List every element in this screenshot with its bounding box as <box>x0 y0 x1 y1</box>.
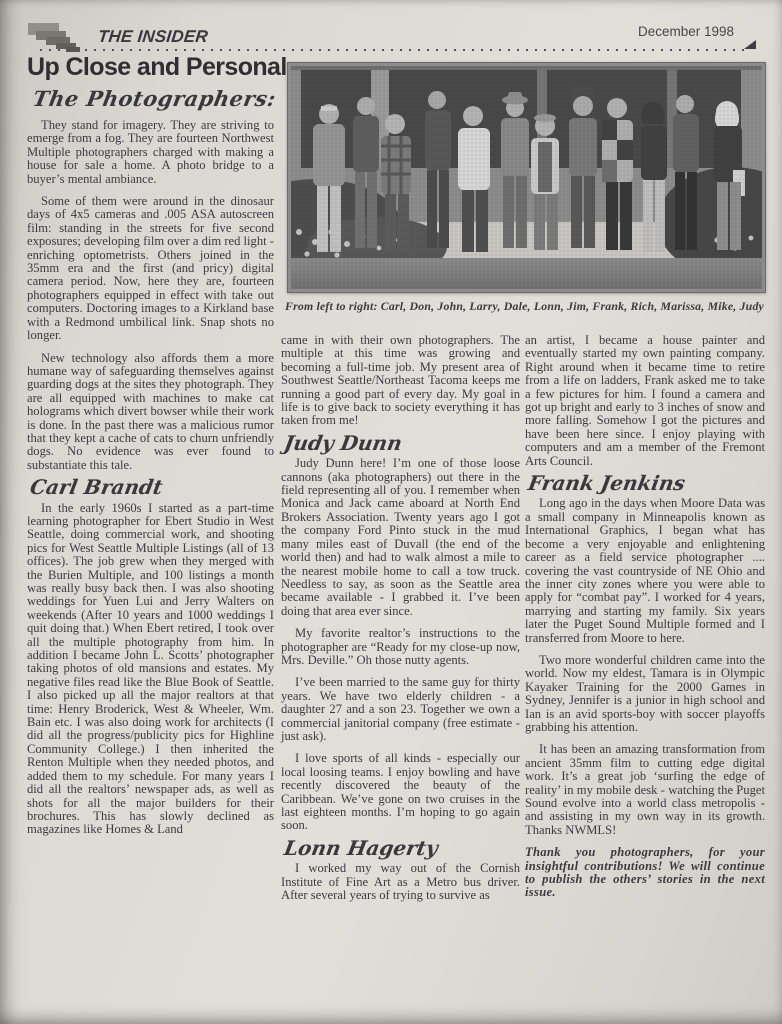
photo-caption: From left to right: Carl, Don, John, Larry, Dale, Lonn, Jim, Frank, Rich, Marissa, Mike, Judy <box>285 299 764 313</box>
body-paragraph: an artist, I became a house painter and eventually started my own painting company. Right around when it became time to retire from a life on ladders, Frank asked me to take a few pictures for him. I found a camera and got up bright and early to 3 inches of snow and more falling. Somehow I got the pictures and have been here since. I enjoy playing with computers and am a member of the Fremont Arts Council. <box>525 333 765 468</box>
column-3 <box>525 334 765 909</box>
issue-date: December 1998 <box>638 24 735 39</box>
body-paragraph: Long ago in the days when Moore Data was a small company in Minneapolis known as International Graphics, I began what has become a very enjoyable and enlightening career as a field service photographer .... covering the vast countryside of NE Ohio and the inner city zones where you were able to apply for “combat pay”. I worked for 4 years, marrying and starting my family. Six years later the Puget Sound Multiple formed and I transferred from Moore to here. <box>525 496 765 645</box>
body-paragraph: In the early 1960s I started as a part-time learning photographer for Ebert Studio in West Seattle, doing commercial work, and shooting pics for West Seattle Multiple Listings (all of 13 offices). The job grew when they merged with the Burien Multiple, and 100 listings a month was really busy back then. I was also shooting weddings for Yuen Lui and Jerry Walters on weekends (After 10 years and 1000 weddings I quit doing that.) When Ebert retired, I took over all the multiple photography from him. In addition I became John L. Scotts’ photographer taking photos of old mansions and estates. My negative files read like the Blue Book of Seattle. I also picked up all the major realtors at that time: Henry Broderick, West & Wheeler, Wm. Bain etc. I was also doing work for architects (I did all the progress/publicity pics for Highline Community College.) I then inherited the Renton Multiple when they needed photos, and added them to my schedule. For many years I did all the realtors’ newspaper ads, as well as shots for all the major builders for their brochures. This has slowly declined as magazines like Homes & Land <box>27 500 274 837</box>
dotted-rule <box>40 49 746 51</box>
rule-end-triangle-icon <box>744 40 756 49</box>
intro-paragraph: They stand for imagery. They are striving to emerge from a fog. They are fourteen Northwest Multiple photographers charged with making a house for sale a home. A photo bridge to a buyer’s mental ambiance. <box>27 118 274 186</box>
editor-closing-note: Thank you photographers, for your insightful contributions! We will continue to publish the others’ stories in the next issue. <box>525 845 765 900</box>
section-heading-carl-brandt: Carl Brandt <box>28 475 165 500</box>
section-heading-judy-dunn: Judy Dunn <box>282 430 404 455</box>
section-heading-frank-jenkins: Frank Jenkins <box>526 471 688 496</box>
article-subtitle: The Photographers: <box>31 86 279 111</box>
masthead-title: THE INSIDER <box>97 27 209 46</box>
intro-paragraph: New technology also affords them a more humane way of safeguarding themselves against guarding dogs at the sites they photograph. They are all equipped with machines to make cat holograms which divert bowser while their work is done. In the past there was a malicious rumor that they kept a cache of cats to churn unfriendly dogs. No evidence was ever found to substantiate this tale. <box>27 350 274 472</box>
article-title: Up Close and Personal <box>27 53 287 81</box>
body-paragraph: came in with their own photographers. The multiple at this time was growing and becoming a full-time job. My present area of Southwest Seattle/Northeast Tacoma keeps me running a good part of every day. My goal in life is to give back to society everything it has taken from me! <box>281 333 520 428</box>
body-paragraph: I’ve been married to the same guy for thirty years. We have two elderly children - a daughter 27 and a son 23. Together we own a commercial janitorial company (free estimate - just ask). <box>281 675 520 743</box>
column-1 <box>27 119 274 846</box>
body-paragraph: It has been an amazing transformation from ancient 35mm film to cutting edge digital work. It’s a great job ‘surfing the edge of reality’ in my mobile desk - watching the Puget Sound evolve into a world class metropolis - and assisting in my own way in its growth. Thanks NWMLS! <box>525 742 765 837</box>
body-paragraph: My favorite realtor’s instructions to the photographer are “Ready for my close-up now, Mrs. Deville.” Oh those nutty agents. <box>281 626 520 667</box>
body-paragraph: Judy Dunn here! I’m one of those loose cannons (aka photographers) out there in the field representing all of you. I remember when Monica and Jack came aboard at North End Brokers Association. Twenty years ago I got the company Ford Pinto stuck in the mud many miles east of Duvall (the end of the world then) and had to walk almost a mile to the nearest mobile home to call a tow truck. Needless to say, as soon as the Seattle area became available - I grabbed it. I’ve been doing that area ever since. <box>281 456 520 618</box>
intro-paragraph: Some of them were around in the dinosaur days of 4x5 cameras and .005 ASA autoscreen film: standing in the streets for five second exposures; developing film over a dim red light - enriching optometrists. Others joined in the 35mm era and the first (and pricy) digital camera period. Now, here they are, fourteen photographers equipped in effect with take out computers. Doctoring images to a Kirkland base with a Redmond umbilical link. Snap shots no longer. <box>27 194 274 343</box>
body-paragraph: I love sports of all kinds - especially our local loosing teams. I enjoy bowling and have recently discovered the beauty of the Caribbean. We’ve gone on two cruises in the last eighteen months. I’m hoping to go again soon. <box>281 751 520 833</box>
section-heading-lonn-hagerty: Lonn Hagerty <box>282 835 440 860</box>
group-photo-illustration <box>287 62 766 293</box>
column-2 <box>281 334 520 911</box>
group-photo <box>287 62 766 293</box>
body-paragraph: I worked my way out of the Cornish Institute of Fine Art as a Metro bus driver. After several years of trying to survive as <box>281 861 520 903</box>
body-paragraph: Two more wonderful children came into the world. Now my eldest, Tamara is in Olympic Kayaker Training for the 2000 Games in Sydney, Jennifer is a junior in high school and Ian is an avid sports-boy with soccer playoffs grabbing his attention. <box>525 652 765 734</box>
